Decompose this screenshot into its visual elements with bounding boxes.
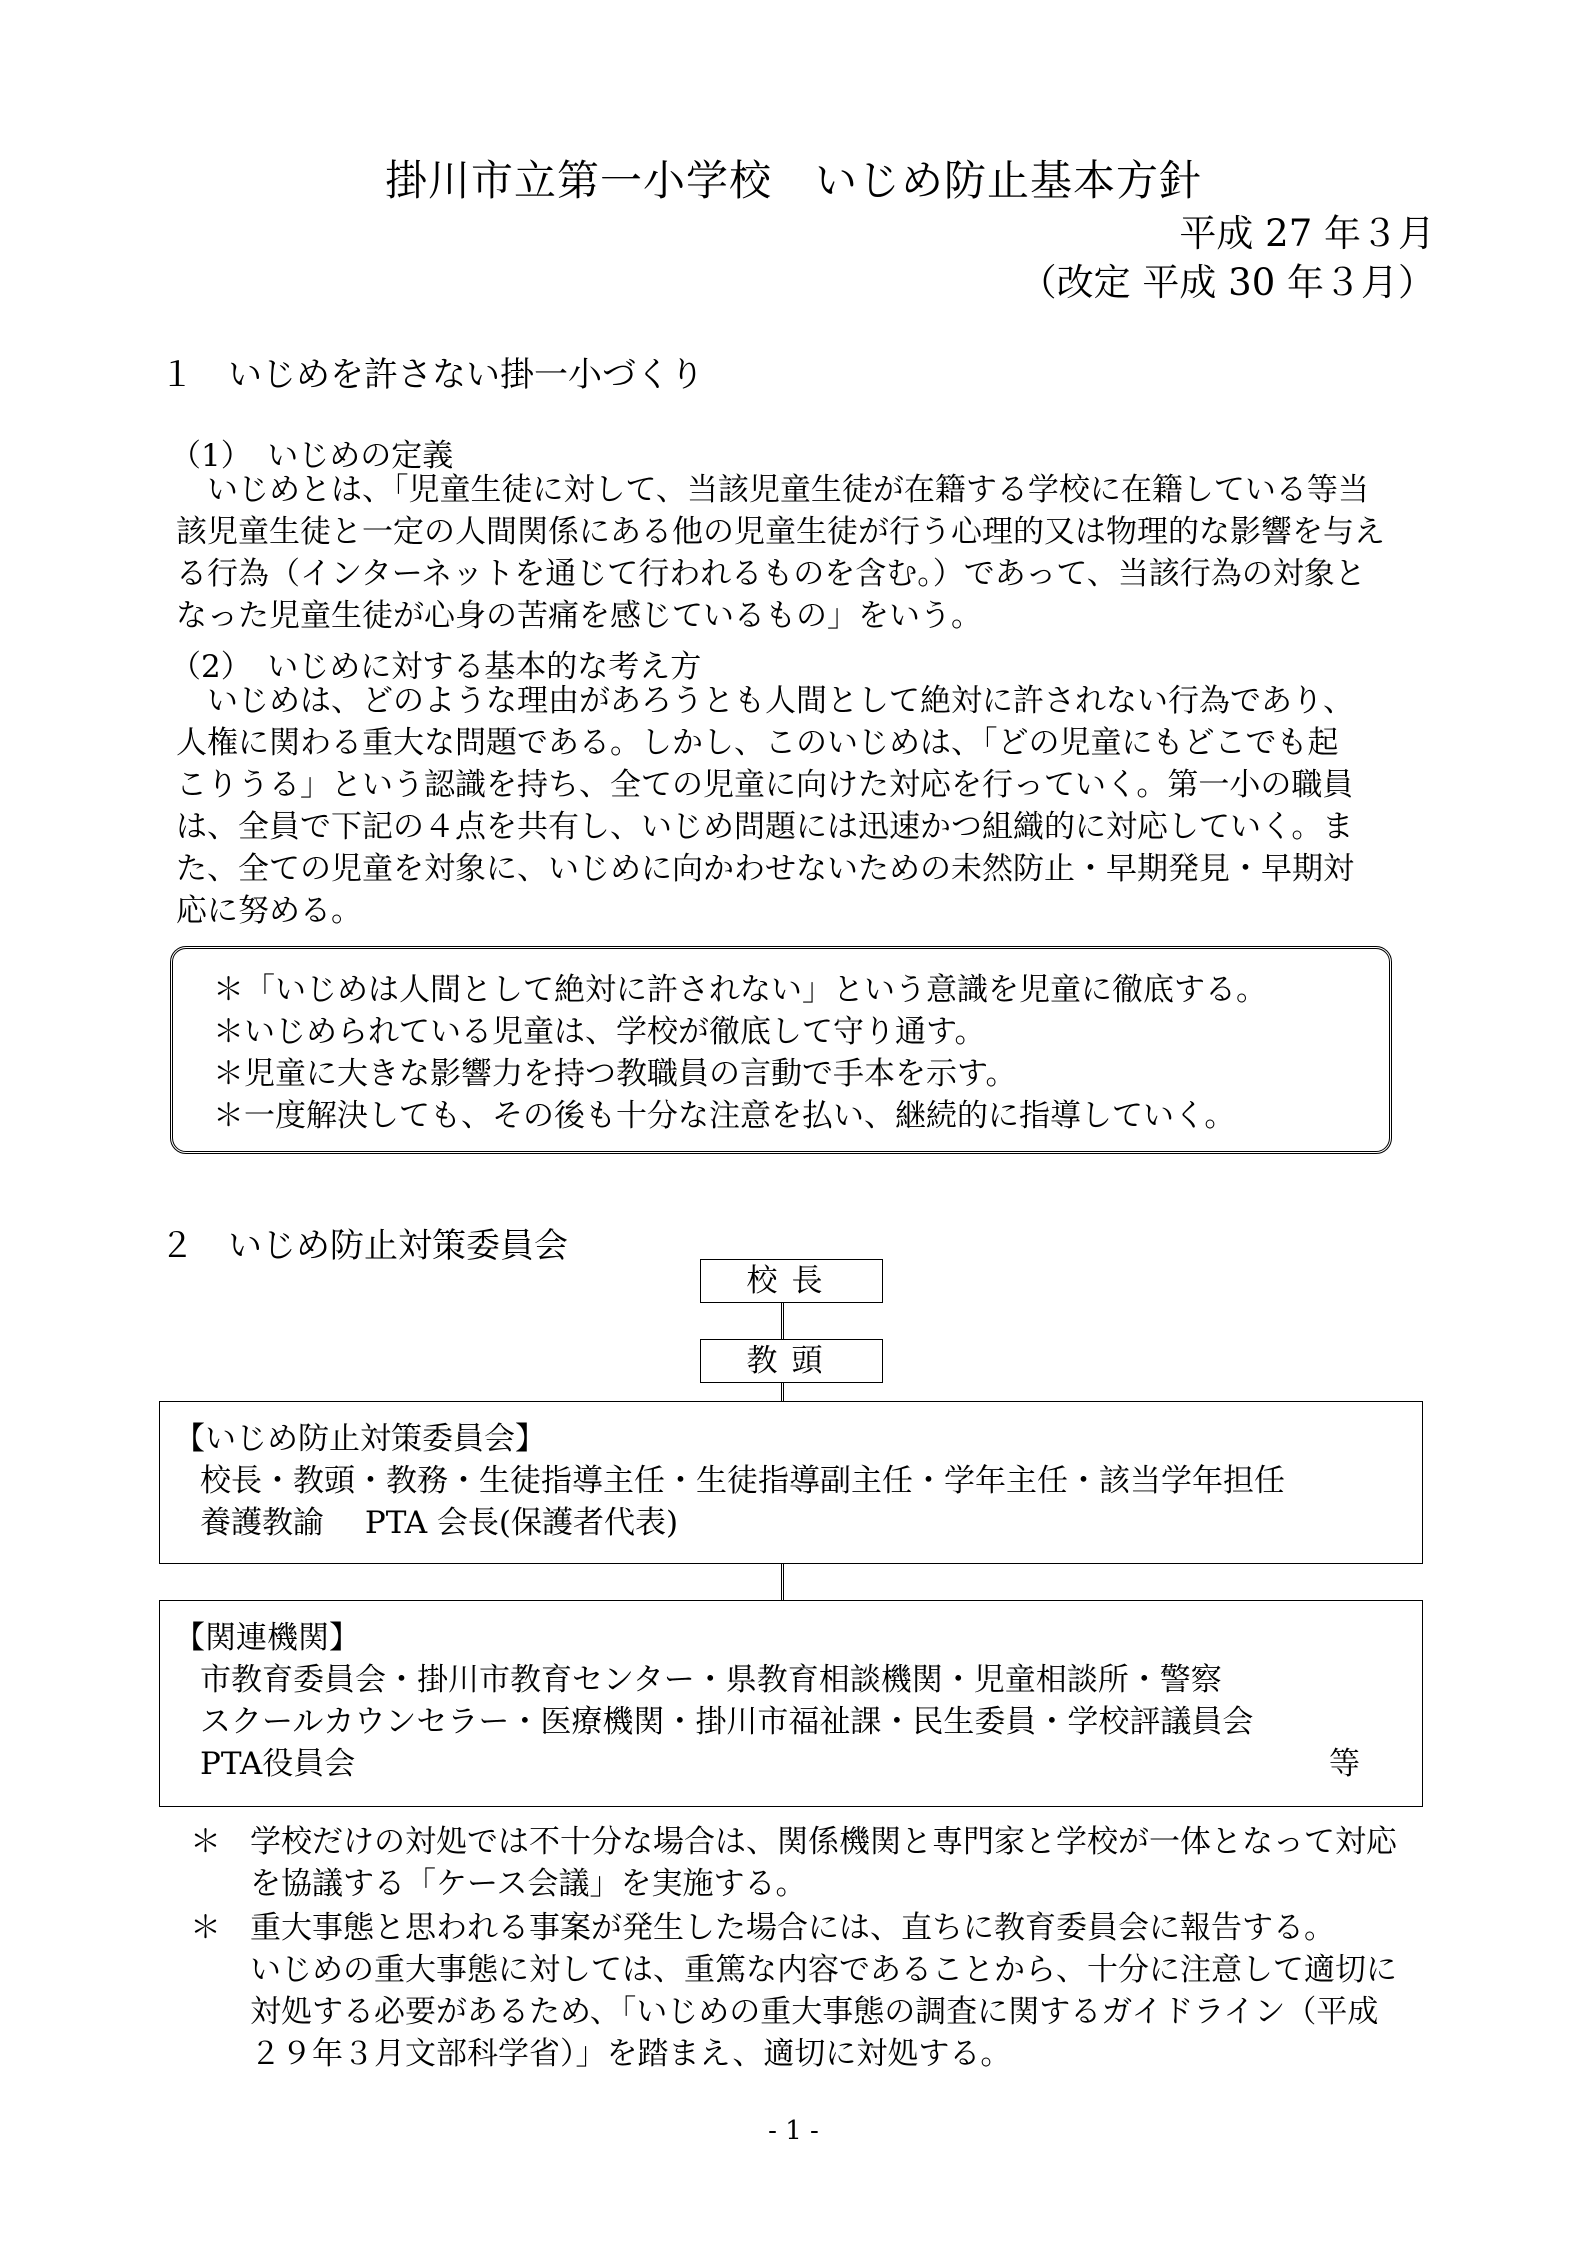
committee-title: 【いじめ防止対策委員会】	[174, 1421, 546, 1457]
committee-members: 校長・教頭・教務・生徒指導主任・生徒指導副主任・学年主任・該当学年担任	[200, 1463, 1285, 1499]
committee-members: 養護教諭 PTA 会長(保護者代表)	[200, 1505, 679, 1541]
approach-line: こりうる」という認識を持ち、全ての児童に向けた対応を行っていく。第一小の職員	[176, 767, 1354, 803]
section1-heading: １ いじめを許さない掛一小づくり	[160, 355, 704, 395]
definition-line: なった児童生徒が心身の苦痛を感じているもの」をいう。	[176, 598, 982, 634]
created-date: 平成 27 年３月	[1179, 212, 1435, 255]
definition-line: る行為（インターネットを通じて行われるものを含む。）であって、当該行為の対象と	[176, 556, 1366, 592]
policy-item: ＊いじめられている児童は、学校が徹底して守り通す。	[213, 1014, 986, 1050]
policy-box	[170, 946, 1392, 1154]
note-line: いじめの重大事態に対しては、重篤な内容であることから、十分に注意して適切に	[250, 1952, 1397, 1988]
basic-approach-paragraph	[176, 680, 1441, 932]
vice-principal-box: 教頭	[700, 1339, 883, 1383]
org-connector	[781, 1303, 784, 1339]
agencies-list: スクールカウンセラー・医療機関・掛川市福祉課・民生委員・学校評議員会	[200, 1704, 1254, 1740]
principal-box: 校長	[700, 1259, 883, 1303]
approach-line: た、全ての児童を対象に、いじめに向かわせないための未然防止・早期発見・早期対	[176, 851, 1354, 887]
definition-line: いじめとは、「児童生徒に対して、当該児童生徒が在籍する学校に在籍している等当	[176, 472, 1369, 508]
committee-box	[159, 1401, 1423, 1564]
note-line: 学校だけの対処では不十分な場合は、関係機関と専門家と学校が一体となって対応	[250, 1824, 1397, 1860]
note-line: を協議する「ケース会議」を実施する。	[250, 1866, 807, 1902]
sub1-heading: （1） いじめの定義	[170, 438, 454, 474]
note-line: ２９年３月文部科学省）」を踏まえ、適切に対処する。	[250, 2036, 1012, 2072]
revised-date: （改定 平成 30 年３月）	[1019, 261, 1435, 304]
agencies-title: 【関連機関】	[174, 1620, 360, 1656]
org-connector	[781, 1564, 784, 1600]
sub2-heading: （2） いじめに対する基本的な考え方	[170, 649, 702, 685]
org-connector	[781, 1383, 784, 1401]
section2-heading: ２ いじめ防止対策委員会	[160, 1226, 568, 1266]
note-star: ＊	[190, 1910, 221, 1946]
policy-item: ＊一度解決しても、その後も十分な注意を払い、継続的に指導していく。	[213, 1098, 1236, 1134]
approach-line: 応に努める。	[176, 893, 362, 929]
definition-paragraph	[176, 469, 1441, 637]
approach-line: は、全員で下記の４点を共有し、いじめ問題には迅速かつ組織的に対応していく。ま	[176, 809, 1354, 845]
policy-item: ＊児童に大きな影響力を持つ教職員の言動で手本を示す。	[213, 1056, 1017, 1092]
page-number: - 1 -	[768, 2116, 819, 2146]
agencies-box	[159, 1600, 1423, 1807]
approach-line: いじめは、どのような理由があろうとも人間として絶対に許されない行為であり、	[176, 683, 1354, 719]
note-line: 対処する必要があるため、「いじめの重大事態の調査に関するガイドライン（平成	[250, 1994, 1379, 2030]
approach-line: 人権に関わる重大な問題である。しかし、このいじめは、「どの児童にもどこでも起	[176, 725, 1339, 761]
note-star: ＊	[190, 1824, 221, 1860]
page-title: 掛川市立第一小学校 いじめ防止基本方針	[384, 156, 1202, 205]
agencies-etc: 等	[1329, 1746, 1360, 1782]
note-line: 重大事態と思われる事案が発生した場合には、直ちに教育委員会に報告する。	[250, 1910, 1335, 1946]
agencies-list: PTA役員会	[200, 1746, 356, 1782]
policy-item: ＊「いじめは人間として絶対に許されない」という意識を児童に徹底する。	[213, 972, 1267, 1008]
definition-line: 該児童生徒と一定の人間関係にある他の児童生徒が行う心理的又は物理的な影響を与え	[176, 514, 1385, 550]
agencies-list: 市教育委員会・掛川市教育センター・県教育相談機関・児童相談所・警察	[200, 1662, 1222, 1698]
